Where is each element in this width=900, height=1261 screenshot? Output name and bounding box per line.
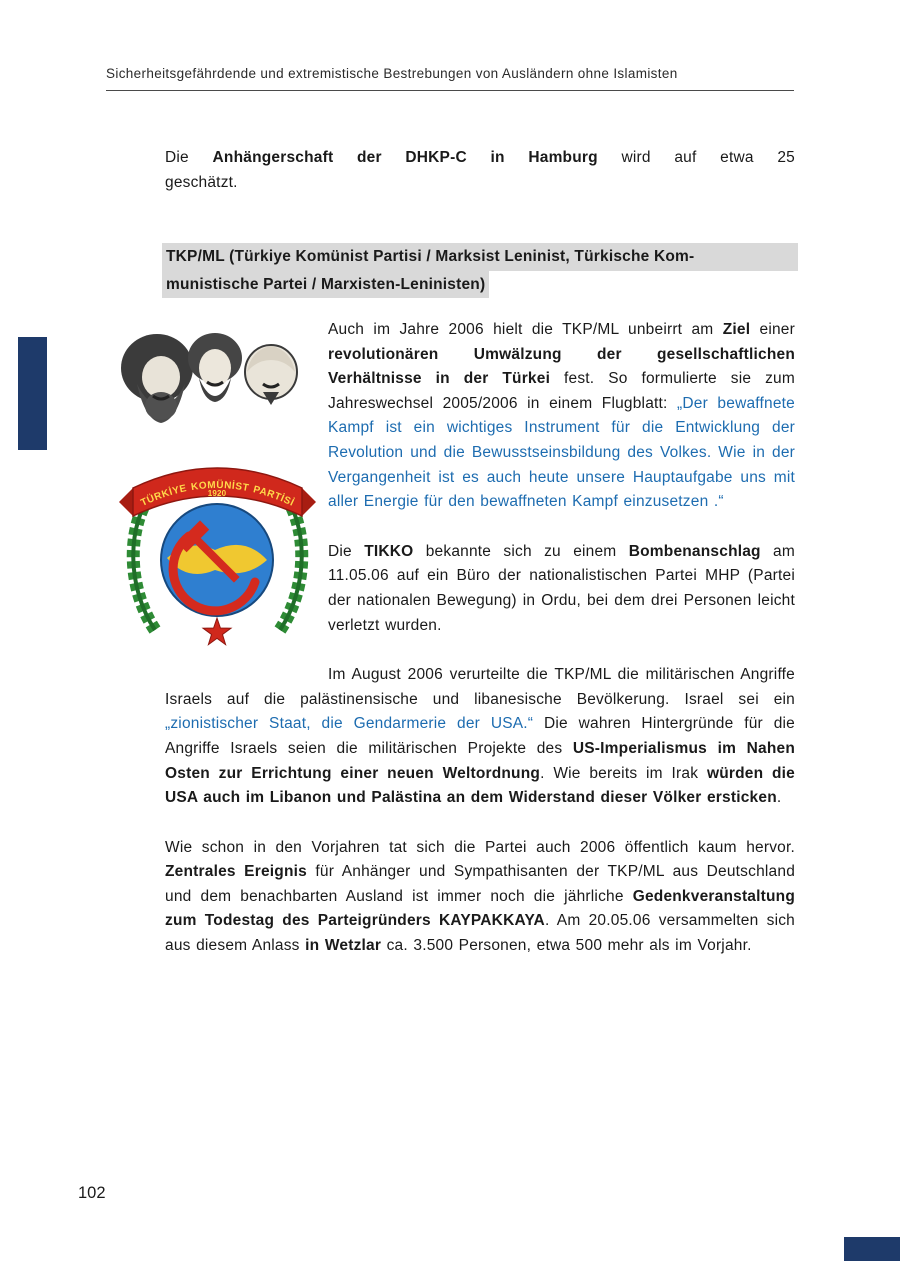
- tkp-logo-image: [115, 320, 320, 660]
- paragraph-kaypakkaya: Wie schon in den Vorjahren tat sich die Partei auch 2006 öffentlich kaum hervor. Zentrales Ereignis für Anhänger und Sympathisanten der TKP/ML aus Deutschland und dem benachbarten Ausland ist immer noch die jährliche Gedenkveranstaltung zum Todestag des Parteigründers KAYPAKKAYA. Am 20.05.06 versammelten sich aus diesem Anlass in Wetzlar ca. 3.500 Personen, etwa 500 mehr als im Vorjahr.: [165, 838, 796, 955]
- running-header-text: Sicherheitsgefährdende und extremistische Bestrebungen von Ausländern ohne Islamisten: [106, 66, 678, 81]
- banner-year: 1920: [207, 489, 227, 498]
- banner-text: TÜRKİYE KOMÜNİST PARTİSİ: [139, 479, 296, 509]
- paragraph-tkpml-goal: Auch im Jahre 2006 hielt die TKP/ML unbeirrt am Ziel einer revolutionären Umwälzung der gesellschaftlichen Verhältnisse in der Türkei fest. So formulierte sie zum Jahreswechsel 2005/2006 in einem Flugblatt: „Der bewaffnete Kampf ist ein wichtiges Instrument für die Entwicklung der Revolution und die Bewusstseinsbildung des Volkes. Wie in der Vergangenheit ist es auch heute unsere Hauptaufgabe uns mit aller Energie für den bewaffneten Kampf einzusetzen .“: [328, 321, 795, 511]
- tkp-emblem: [119, 468, 316, 645]
- marx-portrait: [121, 334, 193, 423]
- page-number: 102: [78, 1184, 106, 1202]
- red-star-icon: [203, 618, 231, 645]
- paragraph-israel: Im August 2006 verurteilte die TKP/ML die militärischen Angriffe Israels auf die palästinensische und libanesische Bevölkerung. Israel sei ein „zionistischer Staat, die Gendarmerie der USA.“ Die wahren Hintergründe für die Angriffe Israels seien die militärischen Projekte des US-Imperialismus im Nahen Osten zur Errichtung einer neuen Weltordnung. Wie bereits im Irak würden die USA auch im Libanon und Palästina an dem Widerstand dieser Völker ersticken.: [165, 666, 795, 807]
- paragraph-dhkp: [165, 146, 795, 196]
- marx-engels-lenin-portraits: [121, 333, 297, 423]
- section-heading-tkpml: [162, 243, 798, 298]
- bottom-corner-block: [844, 1237, 900, 1261]
- running-header: [106, 66, 794, 91]
- tkp-ml-logo: [115, 320, 320, 660]
- engels-portrait: [188, 333, 242, 402]
- section-heading-line-1: TKP/ML (Türkiye Komünist Partisi / Marksist Leninist, Türkische Kom-: [162, 243, 798, 271]
- paragraph-tikko: Die TIKKO bekannte sich zu einem Bombenanschlag am 11.05.06 auf ein Büro der nationalistischen Partei MHP (Partei der nationalen Bewegung) in Ordu, bei dem drei Personen leicht verletzt wurden.: [328, 542, 795, 634]
- paragraph-dhkp-line1: Die Anhängerschaft der DHKP-C in Hamburg wird auf etwa 25: [165, 149, 795, 166]
- lenin-portrait: [245, 345, 297, 405]
- body-text: [139, 318, 796, 984]
- margin-marker-block: [18, 337, 47, 450]
- section-heading-line-2: munistische Partei / Marxisten-Leninisten): [162, 271, 489, 299]
- paragraph-dhkp-line2: geschätzt.: [165, 173, 238, 191]
